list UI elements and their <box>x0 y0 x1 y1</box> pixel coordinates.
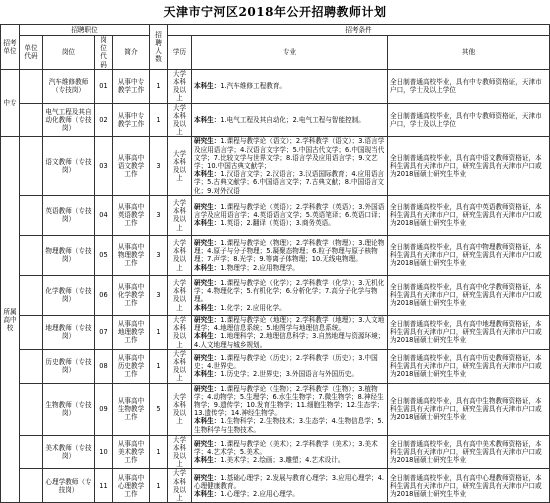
table-row <box>1 315 550 349</box>
major-label: 本科生： <box>194 115 221 124</box>
major-label: 本科生： <box>194 303 221 312</box>
other-cell: 全日制普通高校毕业，具有中专教师资格证，天津市户口，学士及以上学位 <box>388 103 550 137</box>
major-line <box>194 316 385 332</box>
header-post-code: 岗位代码 <box>95 36 113 70</box>
major-text: 1.课程与教学论（历史）；2.学科教学（历史）；3.中国史；4.世界史。 <box>194 353 378 371</box>
major-text: 1.课程与教学论（语文）；2.学科教学（语文）；3.语言学及应用语言学；4.汉语言文字学；5.中国古代文学；6.中国现当代文学；7.比较文学与世界文学；8.语言学及应用语言学；9.文艺学；10.中国古典文献学； <box>194 137 385 171</box>
post-code-cell: 03 <box>95 137 113 195</box>
major-line <box>194 82 385 90</box>
post-cell: 美术教师（专技岗） <box>43 435 95 469</box>
count-cell: 1 <box>150 69 168 103</box>
intro-cell: 从事高中英语教学工作 <box>113 195 150 235</box>
major-label: 研究生： <box>194 137 221 146</box>
major-line <box>194 116 385 124</box>
major-line <box>194 440 385 456</box>
education-cell: 大学本科及以上 <box>168 383 192 435</box>
header-count: 招聘人数 <box>150 25 168 70</box>
unit-code-cell <box>20 469 43 503</box>
major-line <box>194 264 385 272</box>
unit-cell: 中专 <box>1 69 20 137</box>
major-text: 1.地理科学；2.地理信息科学；3.自然地理与资源环境；4.人文地理与城乡规划。 <box>194 332 385 349</box>
intro-cell: 从事中专教学工作 <box>113 69 150 103</box>
unit-code-cell <box>20 235 43 275</box>
header-unit-code: 单位代码 <box>20 36 43 70</box>
post-code-cell: 02 <box>95 103 113 137</box>
table-row <box>1 235 550 275</box>
major-line <box>194 474 385 490</box>
intro-cell: 从事高中历史教学工作 <box>113 349 150 383</box>
major-text: 1.汽车维修工程教育。 <box>220 82 287 91</box>
major-cell <box>192 137 388 195</box>
post-code-cell: 06 <box>95 275 113 315</box>
unit-code-cell <box>20 275 43 315</box>
major-text: 1.化学；2.应用化学。 <box>220 303 286 312</box>
major-cell <box>192 349 388 383</box>
unit-code-cell <box>20 435 43 469</box>
major-text: 1.生物科学；2.生物技术；3.生态学；4.生物信息学；5.生物科学与生物技术。 <box>194 417 384 434</box>
unit-code-cell <box>20 137 43 195</box>
other-cell: 全日制普通高校毕业，具有高中化学教师资格证，本科生需具有天津市户口，研究生需具有天津市户口或为2018届硕士研究生毕业 <box>388 275 550 315</box>
education-cell: 大学本科及以上 <box>168 315 192 349</box>
education-cell: 大学本科及以上 <box>168 195 192 235</box>
table-row <box>1 349 550 383</box>
major-label: 本科生： <box>194 263 221 272</box>
unit-code-cell <box>20 383 43 435</box>
count-cell: 1 <box>150 103 168 137</box>
major-line <box>194 304 385 312</box>
header-unit: 招考单位 <box>1 25 20 70</box>
post-code-cell: 09 <box>95 383 113 435</box>
intro-cell: 从事高中生物教学工作 <box>113 383 150 435</box>
intro-cell: 从事高中物理教学工作 <box>113 235 150 275</box>
table-row <box>1 69 550 103</box>
major-line <box>194 354 385 370</box>
major-text: 1.美术学；2.绘画；3.雕塑；4.艺术设计。 <box>220 456 345 465</box>
other-cell: 全日制普通高校毕业，具有高中物理教师资格证，本科生需具有天津市户口，研究生需具有天津市户口或为2018届硕士研究生毕业 <box>388 235 550 275</box>
post-code-cell: 01 <box>95 69 113 103</box>
post-cell: 地理教师（专技岗） <box>43 315 95 349</box>
major-line <box>194 203 385 219</box>
other-cell: 全日制普通高校毕业，具有高中语文教师资格证，本科生需具有天津市户口，研究生需具有天津市户口或为2018届硕士研究生毕业 <box>388 137 550 195</box>
education-cell: 大学本科及以上 <box>168 103 192 137</box>
major-label: 研究生： <box>194 315 221 324</box>
table-row <box>1 195 550 235</box>
major-cell <box>192 275 388 315</box>
recruitment-table <box>0 24 550 503</box>
education-cell: 大学本科及以上 <box>168 137 192 195</box>
major-text: 1.汉语言文学；2.汉语言；3.汉语国际教育；4.应用语言学；5.古典文献学；6.中国语言文学；7.古典文献；8.中国语言文化；9.对外汉语 <box>194 170 385 195</box>
table-row <box>1 275 550 315</box>
intro-cell: 从事高中心理教学工作 <box>113 469 150 503</box>
count-cell: 1 <box>150 349 168 383</box>
other-cell: 全日制普通高校毕业，具有高中英语教师资格证，本科生需具有天津市户口，研究生需具有天津市户口或为2018届硕士研究生毕业 <box>388 195 550 235</box>
major-label: 本科生： <box>194 170 221 179</box>
major-text: 1.课程与教学论（英语）；2.学科教学（英语）；3.外国语言学及应用语言学；4.英语语言文学；5.英语笔译；6.英语口译； <box>194 203 385 220</box>
count-cell: 3 <box>150 275 168 315</box>
post-code-cell: 07 <box>95 315 113 349</box>
count-cell: 5 <box>150 383 168 435</box>
table-row <box>1 383 550 435</box>
major-label: 本科生： <box>194 82 221 91</box>
header-post-group: 招聘职位 <box>20 25 150 36</box>
unit-code-cell <box>20 69 43 103</box>
post-cell: 语文教师（专技岗） <box>43 137 95 195</box>
major-label: 研究生： <box>194 353 221 362</box>
education-cell: 大学本科及以上 <box>168 349 192 383</box>
other-cell: 全日制普通高校毕业，具有高中历史教师资格证，本科生需具有天津市户口，研究生需具有天津市户口或为2018届硕士研究生毕业 <box>388 349 550 383</box>
post-code-cell: 08 <box>95 349 113 383</box>
major-label: 本科生： <box>194 332 221 341</box>
table-row <box>1 435 550 469</box>
major-label: 研究生： <box>194 473 221 482</box>
major-line <box>194 239 385 264</box>
major-label: 研究生： <box>194 238 221 247</box>
major-text: 1.基础心理学；2.发展与教育心理学；3.应用心理学；4.心理健康教育。 <box>194 473 385 490</box>
header-row-1 <box>1 25 550 36</box>
major-line <box>194 170 385 195</box>
major-text: 1.课程与教学论（物理）；2.学科教学（物理）；3.理论物理；4.原子与分子物理；5.凝聚态物理；6.粒子物理与原子核物理；7.声学；8.光学；9.等离子体物理；10.无线电物理。 <box>194 238 385 264</box>
major-line <box>194 456 385 464</box>
unit-cell: 所属高中校 <box>1 137 20 503</box>
major-text: 1.英语；2.翻译（英语）；3.商务英语。 <box>220 219 335 228</box>
major-label: 研究生： <box>194 439 221 448</box>
post-cell: 生物教师（专技岗） <box>43 383 95 435</box>
count-cell: 3 <box>150 195 168 235</box>
count-cell: 3 <box>150 137 168 195</box>
header-intro: 简介 <box>113 36 150 70</box>
table-row <box>1 469 550 503</box>
major-text: 1.历史学；2.世界史；3.外国语言与外国历史。 <box>220 370 358 379</box>
major-label: 研究生： <box>194 278 221 287</box>
post-cell: 汽车维修教师（专技岗） <box>43 69 95 103</box>
count-cell: 1 <box>150 469 168 503</box>
major-line <box>194 137 385 170</box>
header-row-2 <box>1 36 550 70</box>
header-education: 学历 <box>168 36 192 70</box>
major-cell <box>192 235 388 275</box>
intro-cell: 从事高中美术教学工作 <box>113 435 150 469</box>
major-line <box>194 385 385 418</box>
table-row <box>1 137 550 195</box>
intro-cell: 从事高中语文教学工作 <box>113 137 150 195</box>
post-code-cell: 05 <box>95 235 113 275</box>
intro-cell: 从事高中化学教学工作 <box>113 275 150 315</box>
education-cell: 大学本科及以上 <box>168 435 192 469</box>
intro-cell: 从事高中地理教学工作 <box>113 315 150 349</box>
major-cell <box>192 469 388 503</box>
unit-code-cell <box>20 315 43 349</box>
table-row <box>1 103 550 137</box>
header-cond-group: 招考条件 <box>168 25 550 36</box>
count-cell: 3 <box>150 235 168 275</box>
major-text: 1.电气工程及其自动化；2.电气工程与智能控制。 <box>220 115 365 124</box>
count-cell: 1 <box>150 315 168 349</box>
post-code-cell: 04 <box>95 195 113 235</box>
major-label: 本科生： <box>194 417 221 426</box>
other-cell: 全日制普通高校毕业，具有高中地理教师资格证，本科生需具有天津市户口，研究生需具有天津市户口或为2018届硕士研究生毕业 <box>388 315 550 349</box>
education-cell: 大学本科及以上 <box>168 469 192 503</box>
count-cell: 1 <box>150 435 168 469</box>
unit-code-cell <box>20 195 43 235</box>
major-cell <box>192 103 388 137</box>
other-cell: 全日制普通高校毕业，具有中专教师资格证，天津市户口，学士及以上学位 <box>388 69 550 103</box>
education-cell: 大学本科及以上 <box>168 275 192 315</box>
major-label: 本科生： <box>194 456 221 465</box>
major-cell <box>192 69 388 103</box>
major-text: 1.课程与教学论（美术）；2.学科教学（美术）；3.美术学；4.艺术学；5.美术。 <box>194 439 378 456</box>
major-line <box>194 219 385 227</box>
major-label: 研究生： <box>194 384 221 393</box>
header-major: 专业 <box>192 36 388 70</box>
other-cell: 全日制普通高校毕业，具有高中心理教师资格证，本科生需具有天津市户口，研究生需具有天津市户口或为2018届硕士研究生毕业 <box>388 469 550 503</box>
post-code-cell: 10 <box>95 435 113 469</box>
intro-cell: 从事中专教学工作 <box>113 103 150 137</box>
major-cell <box>192 435 388 469</box>
document-title: 天津市宁河区2018年公开招聘教师计划 <box>163 5 387 19</box>
major-text: 1.课程与教学论（生物）；2.学科教学（生物）；3.植物学；4.动物学；5.生理学；6.水生生物学；7.微生物学；8.神经生物学；9.遗传学；10.发育生物学；11.细胞生物学；12.生态学；13.遗传学；14.神经生物学。 <box>194 384 384 418</box>
post-cell: 心理学教师（专技岗） <box>43 469 95 503</box>
major-line <box>194 332 385 348</box>
major-text: 1.心理学；2.应用心理学。 <box>220 489 299 498</box>
unit-code-cell <box>20 349 43 383</box>
major-text: 1.课程与教学论（地理）；2.学科教学（地理）；3.人文地理学；4.地理信息系统；5.地图学与地理信息系统。 <box>194 315 385 333</box>
major-line <box>194 279 385 304</box>
major-line <box>194 490 385 498</box>
major-cell <box>192 383 388 435</box>
major-line <box>194 370 385 378</box>
major-text: 1.物理学；2.应用物理学。 <box>220 263 299 272</box>
major-cell <box>192 195 388 235</box>
post-cell: 物理教师（专技岗） <box>43 235 95 275</box>
major-label: 本科生： <box>194 489 221 498</box>
major-text: 1.课程与教学论（化学）；2.学科教学（化学）；3.无机化学；4.物理化学；5.有机化学；6.分析化学；7.高分子化学与物理。 <box>194 278 385 304</box>
major-label: 本科生： <box>194 370 221 379</box>
other-cell: 全日制普通高校毕业，具有高中美术教师资格证，本科生需具有天津市户口，研究生需具有天津市户口或为2018届硕士研究生毕业 <box>388 435 550 469</box>
major-line <box>194 417 385 433</box>
other-cell: 全日制普通高校毕业，具有高中生物教师资格证，本科生需具有天津市户口，研究生需具有天津市户口或为2018届硕士研究生毕业 <box>388 383 550 435</box>
post-cell: 化学教师（专技岗） <box>43 275 95 315</box>
post-cell: 历史教师（专技岗） <box>43 349 95 383</box>
unit-code-cell <box>20 103 43 137</box>
header-post: 岗位 <box>43 36 95 70</box>
post-code-cell: 11 <box>95 469 113 503</box>
major-cell <box>192 315 388 349</box>
header-other: 其他 <box>388 36 550 70</box>
education-cell: 大学本科及以上 <box>168 69 192 103</box>
post-cell: 电气工程及其自动化教师（专技岗） <box>43 103 95 137</box>
major-label: 研究生： <box>194 203 221 212</box>
post-cell: 英语教师（专技岗） <box>43 195 95 235</box>
education-cell: 大学本科及以上 <box>168 235 192 275</box>
major-label: 本科生： <box>194 219 221 228</box>
